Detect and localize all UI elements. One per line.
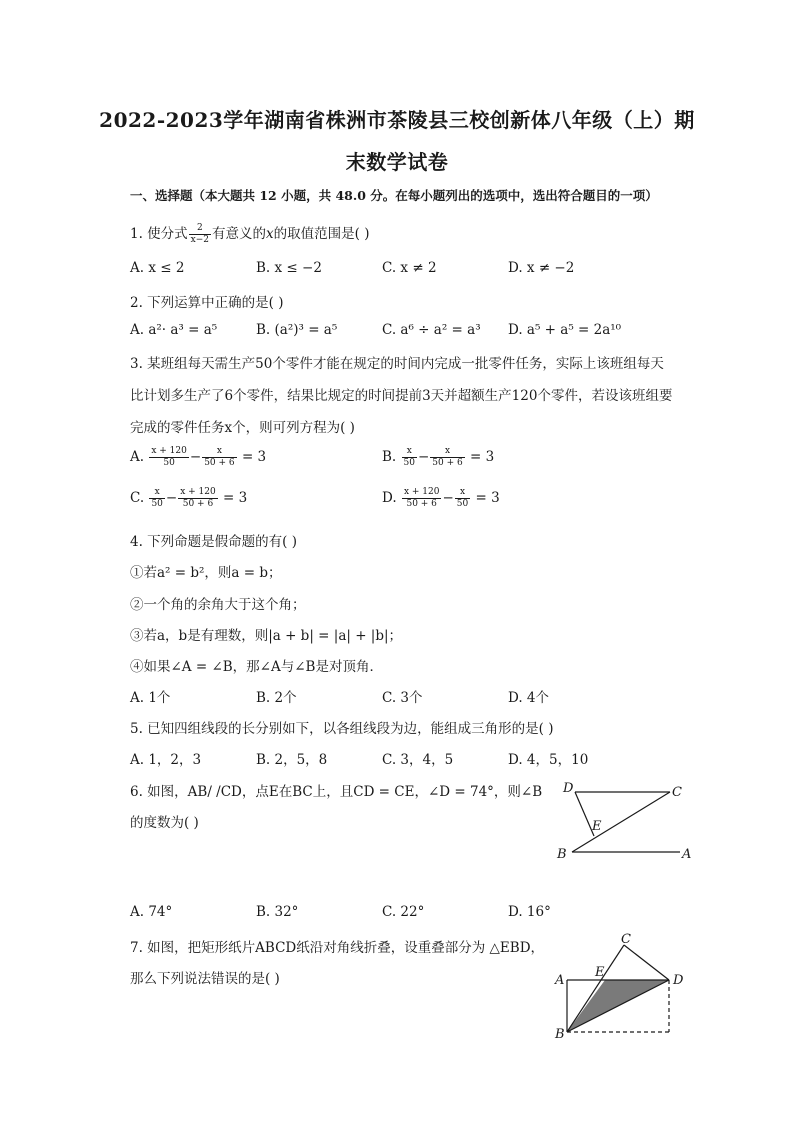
q3b-frac2 xyxy=(430,446,464,469)
question-3-line2: 比计划多生产了6个零件，结果比规定的时间提前3天并超额生产120个零件，若设该班组要 xyxy=(130,388,673,404)
q5-option-b: B. 2，5，8 xyxy=(256,752,328,768)
q3a-n2: x xyxy=(202,446,236,458)
q6-label-d: D xyxy=(563,781,574,796)
q6-label-a: A xyxy=(682,847,692,862)
q6-option-d: D. 16° xyxy=(508,904,551,920)
q3c-frac1 xyxy=(149,487,164,510)
question-1-stem xyxy=(130,222,369,246)
q6-option-a: A. 74° xyxy=(130,904,173,920)
q3d-d1: 50 + 6 xyxy=(406,499,437,509)
q3d-frac1 xyxy=(402,487,442,510)
q3c-minus: − xyxy=(165,490,178,506)
q3a-n1: x + 120 xyxy=(151,446,187,456)
q3c-rhs: = 3 xyxy=(223,490,248,506)
q1-frac-den: x−2 xyxy=(190,235,210,245)
q3d-d2: 50 xyxy=(456,499,469,509)
q3c-frac2 xyxy=(178,487,218,510)
q4-item-3: ③若a，b是有理数，则|a + b| = |a| + |b|； xyxy=(130,628,403,644)
q3-option-d xyxy=(382,487,500,510)
q3b-n2: x xyxy=(430,446,464,458)
q3a-label: A. xyxy=(130,449,145,465)
q3c-n2: x + 120 xyxy=(180,487,216,497)
q3d-label: D. xyxy=(382,490,397,506)
q2-option-c: C. a⁶ ÷ a² = a³ xyxy=(382,322,481,338)
section-heading: 一、选择题（本大题共 12 小题，共 48.0 分。在每小题列出的选项中，选出符合题目的一项） xyxy=(130,188,658,203)
q3c-d1: 50 xyxy=(151,499,163,509)
q3a-frac1 xyxy=(149,446,189,469)
q3d-n2: x xyxy=(455,487,470,499)
q5-option-a: A. 1，2，3 xyxy=(130,752,202,768)
q1-option-a: A. x ≤ 2 xyxy=(130,260,185,276)
q3a-rhs: = 3 xyxy=(241,449,267,465)
q4-option-a: A. 1个 xyxy=(130,690,171,706)
q3d-n1: x + 120 xyxy=(403,487,440,497)
q3b-minus: − xyxy=(417,449,430,465)
q4-option-d: D. 4个 xyxy=(508,690,550,706)
question-4-stem: 4. 下列命题是假命题的有( ) xyxy=(130,534,297,550)
q4-option-b: B. 2个 xyxy=(256,690,297,706)
q2-option-b: B. (a²)³ = a⁵ xyxy=(256,322,338,338)
q4-item-4: ④如果∠A = ∠B，那∠A与∠B是对顶角． xyxy=(130,659,383,675)
q3a-d2: 50 + 6 xyxy=(204,458,235,468)
q3b-d2: 50 + 6 xyxy=(432,458,463,468)
q7-label-e: E xyxy=(595,965,605,980)
q2-option-a: A. a²· a³ = a⁵ xyxy=(130,322,218,338)
q3b-label: B. xyxy=(382,449,397,465)
q1-option-b: B. x ≤ −2 xyxy=(256,260,322,276)
q3d-rhs: = 3 xyxy=(475,490,500,506)
question-2-stem: 2. 下列运算中正确的是( ) xyxy=(130,295,284,311)
question-5-stem: 5. 已知四组线段的长分别如下，以各组线段为边，能组成三角形的是( ) xyxy=(130,721,554,737)
q4-item-2: ②一个角的余角大于这个角； xyxy=(130,597,306,613)
q3-option-c xyxy=(130,487,247,510)
q3b-d1: 50 xyxy=(403,458,415,468)
question-7-line2: 那么下列说法错误的是( ) xyxy=(130,971,280,987)
q5-option-d: D. 4，5，10 xyxy=(508,752,589,768)
question-3-line1: 3. 某班组每天需生产50个零件才能在规定的时间内完成一批零件任务，实际上该班组每天 xyxy=(130,356,664,372)
q6-option-c: C. 22° xyxy=(382,904,425,920)
q3b-rhs: = 3 xyxy=(470,449,495,465)
q3c-label: C. xyxy=(130,490,145,506)
q3d-frac2 xyxy=(455,487,470,510)
q3a-d1: 50 xyxy=(163,458,175,468)
q7-label-d: D xyxy=(673,973,684,988)
q4-item-1: ①若a² = b²，则a = b； xyxy=(130,565,282,581)
q3b-frac1 xyxy=(402,446,417,469)
q1-stem-a: 1. 使分式 xyxy=(130,226,188,242)
q7-figure xyxy=(550,928,710,1043)
question-6-line2: 的度数为( ) xyxy=(130,815,199,831)
q1-var: x xyxy=(266,226,274,242)
q6-option-b: B. 32° xyxy=(256,904,299,920)
q3d-minus: − xyxy=(442,490,454,506)
q3b-n1: x xyxy=(402,446,417,458)
q3-option-a xyxy=(130,446,266,469)
q3c-n1: x xyxy=(149,487,164,499)
q4-option-c: C. 3个 xyxy=(382,690,423,706)
q6-label-c: C xyxy=(672,785,682,800)
q7-label-c: C xyxy=(621,932,631,947)
q6-label-e: E xyxy=(592,819,602,834)
q1-stem-b: 有意义的 xyxy=(212,226,267,242)
q1-option-d: D. x ≠ −2 xyxy=(508,260,575,276)
q3-option-b xyxy=(382,446,494,469)
q3a-minus: − xyxy=(189,449,202,465)
q7-line-cd xyxy=(624,945,669,980)
q3a-frac2 xyxy=(202,446,236,469)
q3c-d2: 50 + 6 xyxy=(182,499,214,509)
question-7-line1: 7. 如图，把矩形纸片ABCD纸沿对角线折叠，设重叠部分为 △EBD， xyxy=(130,940,545,956)
exam-title-line1: 2022-2023学年湖南省株洲市茶陵县三校创新体八年级（上）期 xyxy=(99,108,695,132)
q7-label-b: B xyxy=(555,1027,565,1042)
exam-title-line2: 末数学试卷 xyxy=(345,150,449,174)
q7-label-a: A xyxy=(555,973,565,988)
question-6-line1: 6. 如图，AB/ /CD，点E在BC上，且CD = CE，∠D = 74°，则∠B xyxy=(130,784,543,800)
question-3-line3: 完成的零件任务x个，则可列方程为( ) xyxy=(130,420,355,436)
q6-label-b: B xyxy=(557,847,567,862)
q2-option-d: D. a⁵ + a⁵ = 2a¹⁰ xyxy=(508,322,622,338)
q1-frac-num: 2 xyxy=(189,223,211,235)
q6-line-cb xyxy=(572,792,670,852)
q1-stem-c: 的取值范围是( ) xyxy=(273,226,370,242)
q1-fraction xyxy=(189,223,211,246)
q1-option-c: C. x ≠ 2 xyxy=(382,260,437,276)
q5-option-c: C. 3，4，5 xyxy=(382,752,454,768)
q6-figure xyxy=(550,776,710,866)
